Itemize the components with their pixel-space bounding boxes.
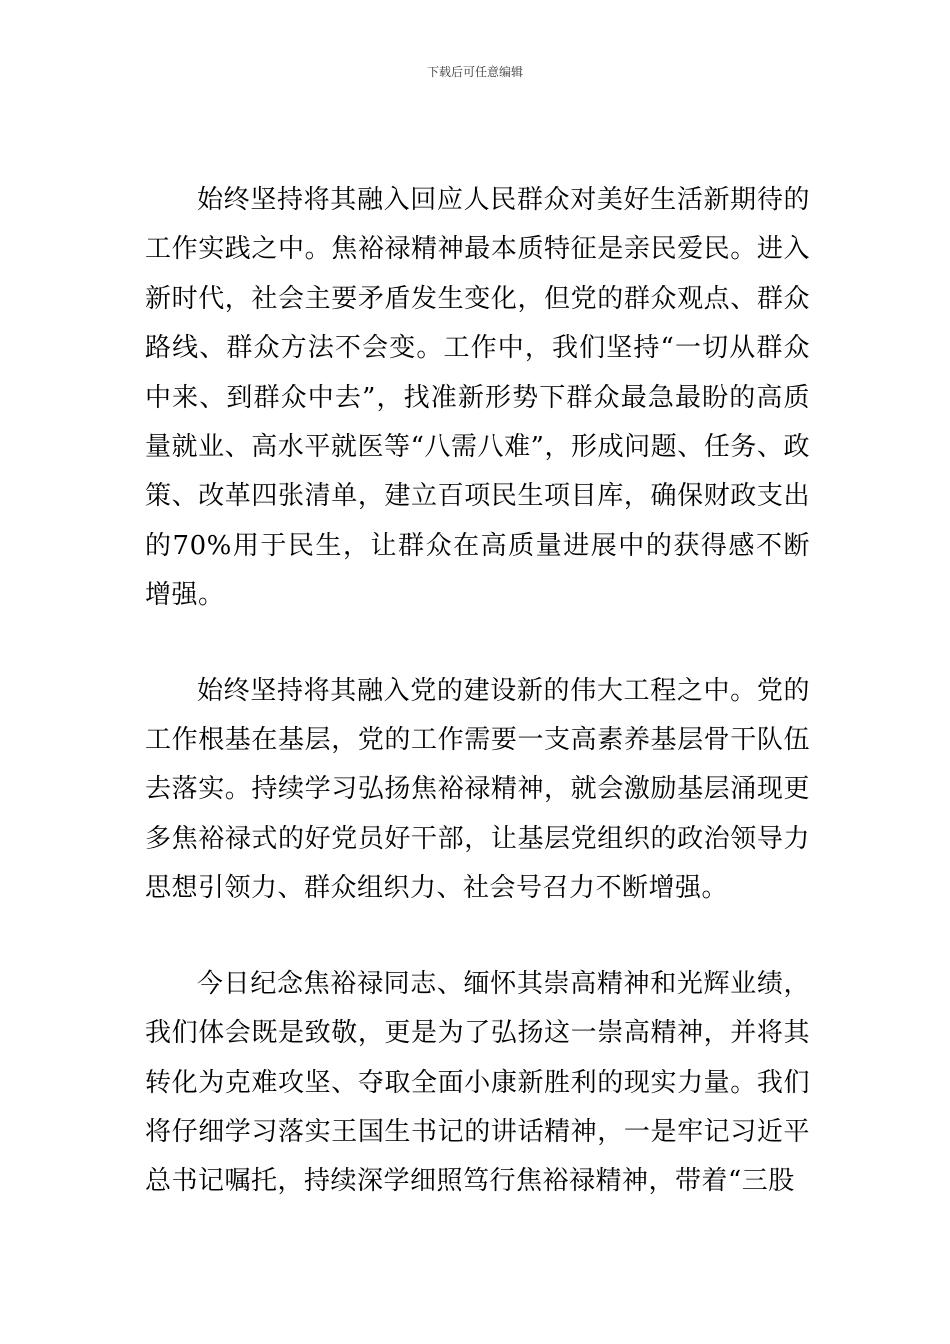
paragraph-2: 始终坚持将其融入党的建设新的伟大工程之中。党的工作根基在基层，党的工作需要一支高素养基层骨干队伍去落实。持续学习弘扬焦裕禄精神，就会激励基层涌现更多焦裕禄式的好党员好干部，让基层党组织的政治领导力思想引领力、群众组织力、社会号召力不断增强。 [145, 675, 810, 904]
header-note: 下载后可任意编辑 [426, 65, 523, 79]
paragraph-1: 始终坚持将其融入回应人民群众对美好生活新期待的工作实践之中。焦裕禄精神最本质特征是亲民爱民。进入新时代，社会主要矛盾发生变化，但党的群众观点、群众路线、群众方法不会变。工作中，我们坚持“一切从群众中来、到群众中去”，找准新形势下群众最急最盼的高质量就业、高水平就医等“八需八难”，形成问题、任务、政策、改革四张清单，建立百项民生项目库，确保财政支出的70%用于民生，让群众在高质量进展中的获得感不断增强。 [145, 185, 810, 611]
document-body [145, 176, 810, 1253]
paragraph-3: 今日纪念焦裕禄同志、缅怀其崇高精神和光辉业绩，我们体会既是致敬，更是为了弘扬这一崇高精神，并将其转化为克难攻坚、夺取全面小康新胜利的现实力量。我们将仔细学习落实王国生书记的讲话精神，一是牢记习近平总书记嘱托，持续深学细照笃行焦裕禄精神，带着“三股 [145, 968, 810, 1197]
